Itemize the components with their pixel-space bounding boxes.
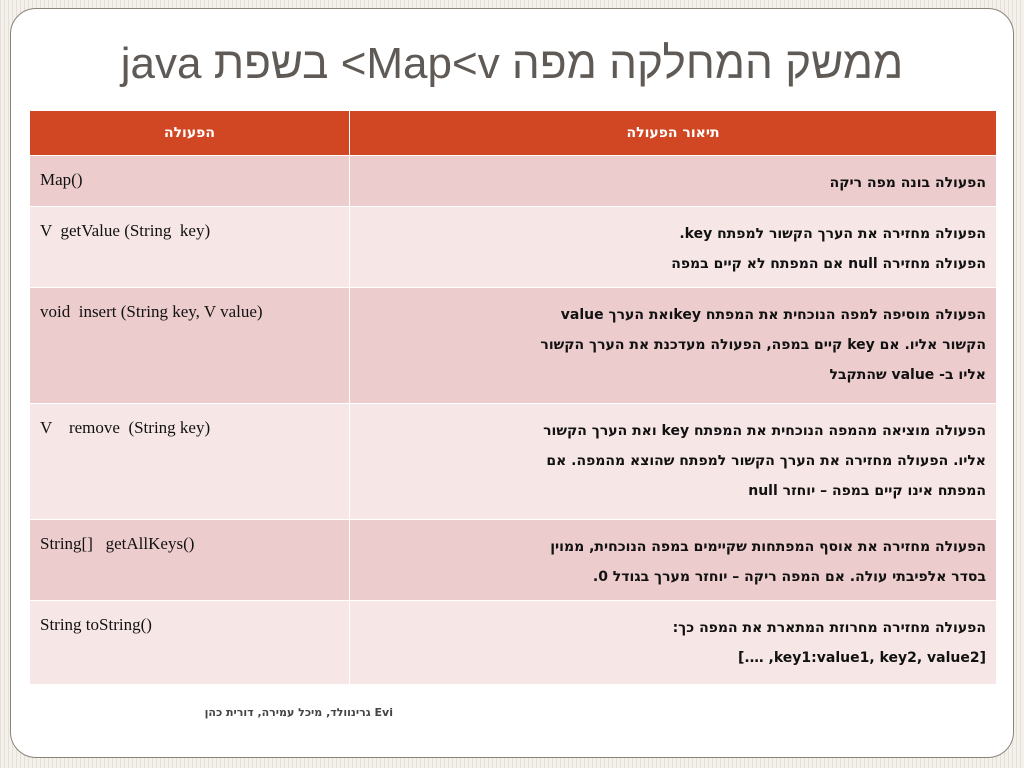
table-row: [30, 288, 997, 404]
operation-description: [350, 207, 997, 288]
table-row: [30, 601, 997, 685]
operation-description: [350, 601, 997, 685]
operations-table: [29, 110, 997, 685]
description-line: הפעולה מחזירה מחרוזת המתארת את המפה כך:: [672, 620, 986, 636]
operation-signature: String toString(): [30, 601, 350, 685]
description-line: הפעולה מוסיפה למפה הנוכחית את המפתח keyואת הערך value: [560, 307, 986, 323]
table-row: [30, 404, 997, 520]
description-line: הפעולה בונה מפה ריקה: [829, 175, 986, 191]
description-line: אליו ב- value שהתקבל: [829, 367, 986, 383]
operation-signature: Map(): [30, 156, 350, 207]
description-line: [key1:value1, key2, value2, ….]: [737, 650, 986, 666]
description-line: הפעולה מחזירה את אוסף המפתחות שקיימים במפה הנוכחית, ממוין: [550, 539, 986, 555]
description-line: אליו. הפעולה מחזירה את הערך הקשור למפתח שהוצא מהמפה. אם: [546, 453, 986, 469]
footer-authors: Evi גרינוולד, מיכל עמירה, דורית כהן: [204, 706, 393, 719]
description-line: הפעולה מחזירה את הערך הקשור למפתח key.: [679, 226, 986, 242]
table-header-row: [30, 111, 997, 156]
description-line: הפעולה מחזירה null אם המפתח לא קיים במפה: [671, 256, 986, 272]
operation-description: [350, 404, 997, 520]
description-line: הפעולה מוציאה מהמפה הנוכחית את המפתח key ואת הערך הקשור: [543, 423, 986, 439]
operation-description: [350, 288, 997, 404]
operation-description: [350, 156, 997, 207]
table-row: [30, 156, 997, 207]
operation-signature: void insert (String key, V value): [30, 288, 350, 404]
header-operation: הפעולה: [30, 111, 350, 156]
header-description: תיאור הפעולה: [350, 111, 997, 156]
table-row: [30, 207, 997, 288]
slide-title: ממשק המחלקה מפה Map<v> בשפת java: [120, 39, 904, 88]
description-line: הקשור אליו. אם key קיים במפה, הפעולה מעדכנת את הערך הקשור: [540, 337, 986, 353]
operation-signature: V getValue (String key): [30, 207, 350, 288]
operation-signature: V remove (String key): [30, 404, 350, 520]
operation-description: [350, 520, 997, 601]
operation-signature: String[] getAllKeys(): [30, 520, 350, 601]
table-row: [30, 520, 997, 601]
description-line: המפתח אינו קיים במפה – יוחזר null: [748, 483, 986, 499]
description-line: בסדר אלפיבתי עולה. אם המפה ריקה – יוחזר מערך בגודל 0.: [592, 569, 986, 585]
